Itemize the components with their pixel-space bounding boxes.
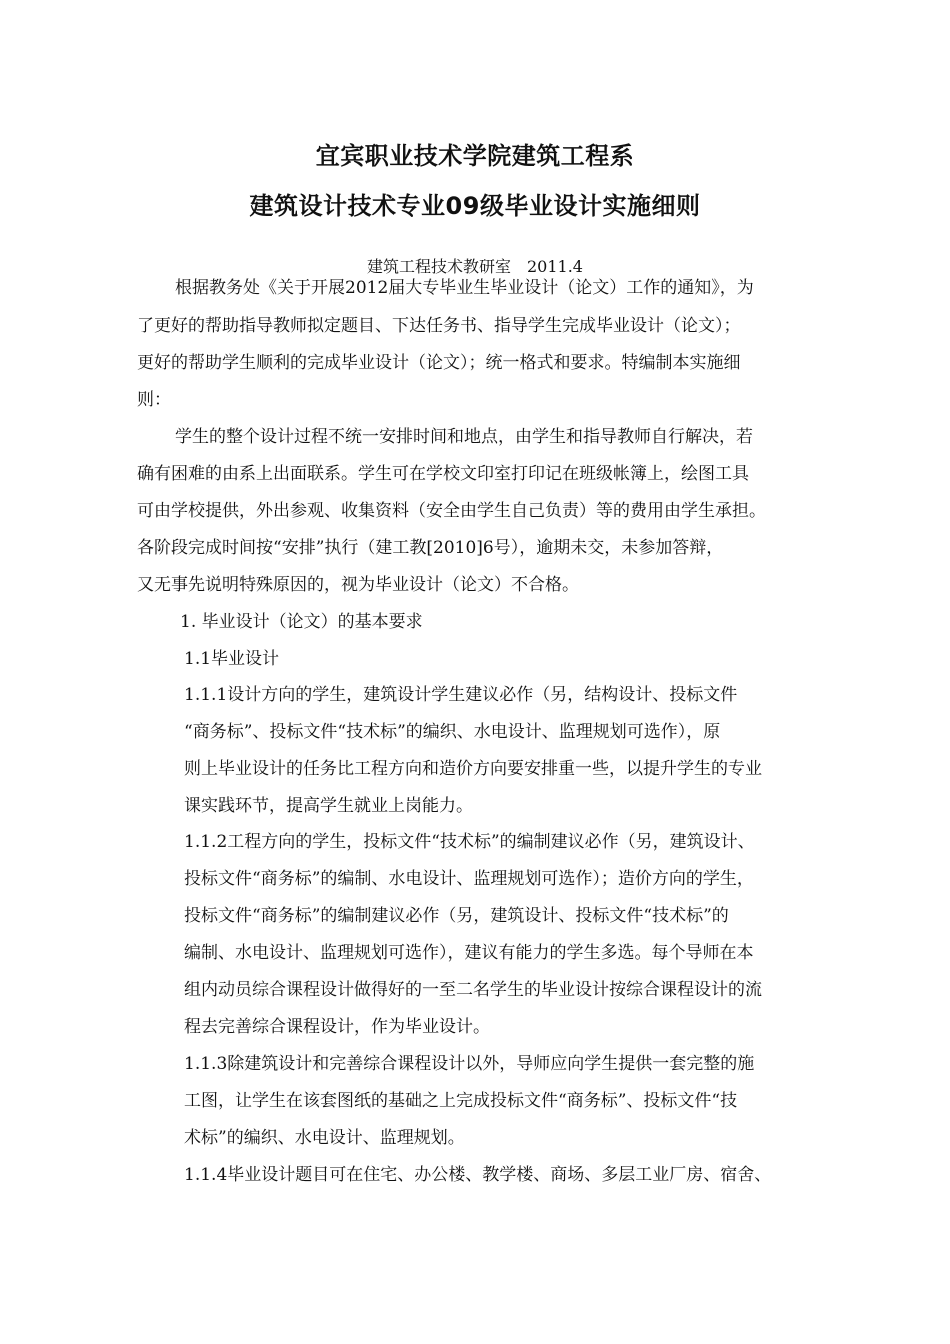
item-line: 则上毕业设计的任务比工程方向和造价方向要安排重一些，以提升学生的专业 <box>184 759 762 779</box>
item-line: 工图，让学生在该套图纸的基础之上完成投标文件“商务标”、投标文件“技 <box>184 1091 738 1111</box>
document-title-line-2: 建筑设计技术专业09级毕业设计实施细则 <box>249 192 701 220</box>
document-subtitle: 建筑工程技术教研室 2011.4 <box>367 257 583 276</box>
subsection-heading: 1.1毕业设计 <box>184 649 280 669</box>
item-line: 课实践环节，提高学生就业上岗能力。 <box>184 796 473 816</box>
item-line: 1.1.4毕业设计题目可在住宅、办公楼、教学楼、商场、多层工业厂房、宿舍、 <box>184 1165 772 1185</box>
item-line: 程去完善综合课程设计，作为毕业设计。 <box>184 1017 490 1037</box>
item-line: 1.1.2工程方向的学生，投标文件“技术标”的编制建议必作（另，建筑设计、 <box>184 832 755 852</box>
intro-line: 则： <box>137 390 171 410</box>
paragraph-line: 确有困难的由系上出面联系。学生可在学校文印室打印记在班级帐簿上，绘图工具 <box>137 464 749 484</box>
paragraph-line: 可由学校提供，外出参观、收集资料（安全由学生自己负责）等的费用由学生承担。 <box>137 501 766 521</box>
item-line: 投标文件“商务标”的编制、水电设计、监理规划可选作）；造价方向的学生， <box>184 869 754 889</box>
paragraph-line: 学生的整个设计过程不统一安排时间和地点，由学生和指导教师自行解决，若 <box>175 427 753 447</box>
item-line: 投标文件“商务标”的编制建议必作（另，建筑设计、投标文件“技术标”的 <box>184 906 729 926</box>
document-title-line-1: 宜宾职业技术学院建筑工程系 <box>315 142 635 170</box>
item-line: 编制、水电设计、监理规划可选作），建议有能力的学生多选。每个导师在本 <box>184 943 754 963</box>
item-line: 组内动员综合课程设计做得好的一至二名学生的毕业设计按综合课程设计的流 <box>184 980 762 1000</box>
intro-line: 了更好的帮助指导教师拟定题目、下达任务书、指导学生完成毕业设计（论文）； <box>137 316 741 336</box>
paragraph-line: 又无事先说明特殊原因的，视为毕业设计（论文）不合格。 <box>137 575 579 595</box>
intro-line: 根据教务处《关于开展2012届大专毕业生毕业设计（论文）工作的通知》，为 <box>175 278 754 298</box>
paragraph-line: 各阶段完成时间按“安排”执行（建工教[2010]6号），逾期未交，未参加答辩， <box>137 538 724 558</box>
section-heading: 1. 毕业设计（论文）的基本要求 <box>180 612 423 632</box>
intro-line: 更好的帮助学生顺利的完成毕业设计（论文）；统一格式和要求。特编制本实施细 <box>137 353 741 373</box>
item-line: 术标”的编织、水电设计、监理规划。 <box>184 1128 465 1148</box>
item-line: “商务标”、投标文件“技术标”的编织、水电设计、监理规划可选作），原 <box>184 722 721 742</box>
item-line: 1.1.3除建筑设计和完善综合课程设计以外，导师应向学生提供一套完整的施 <box>184 1054 755 1074</box>
item-line: 1.1.1设计方向的学生，建筑设计学生建议必作（另，结构设计、投标文件 <box>184 685 738 705</box>
